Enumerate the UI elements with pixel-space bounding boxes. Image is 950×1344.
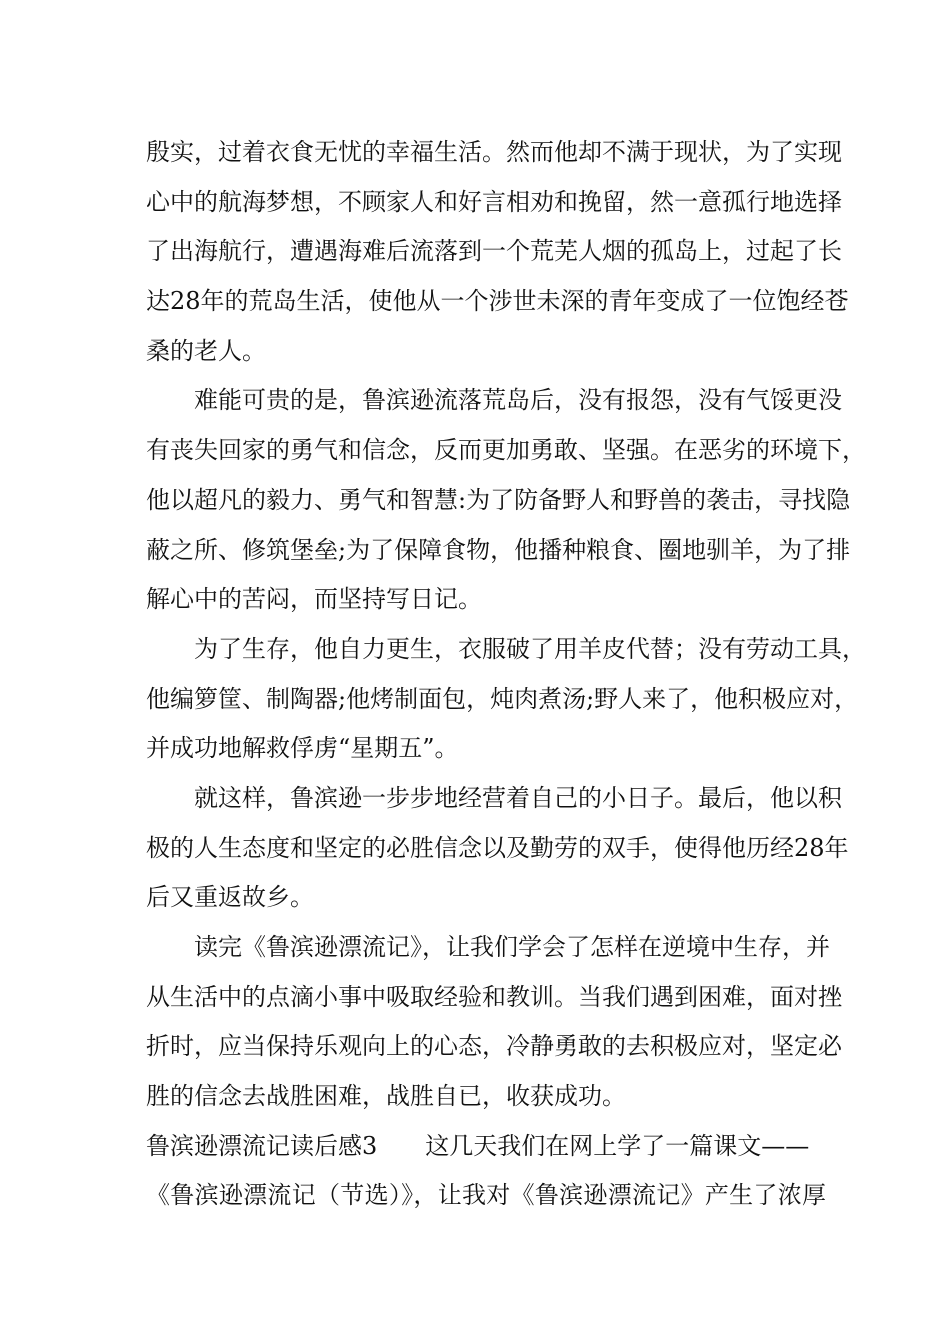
text-line: 他编箩筐、制陶器;他烤制面包，炖肉煮汤;野人来了，他积极应对， — [146, 684, 859, 713]
text-line: 折时，应当保持乐观向上的心态，冷静勇敢的去积极应对，坚定必 — [146, 1032, 842, 1061]
text-line: 《鲁滨逊漂流记（节选）》，让我对《鲁滨逊漂流记》产生了浓厚 — [146, 1181, 826, 1210]
section-intro: 这几天我们在网上学了一篇课文—— — [425, 1131, 810, 1160]
text-line: 桑的老人。 — [146, 336, 266, 365]
section-heading-line — [146, 1122, 826, 1172]
document-body — [146, 128, 866, 1221]
text-line: 蔽之所、修筑堡垒;为了保障食物，他播种粮食、圈地驯羊，为了排 — [146, 535, 851, 564]
text-line: 读完《鲁滨逊漂流记》，让我们学会了怎样在逆境中生存，并 — [194, 933, 830, 961]
text-line: 解心中的苦闷，而坚持写日记。 — [146, 585, 482, 614]
text-line: 难能可贵的是，鲁滨逊流落荒岛后，没有报怨，没有气馁更没 — [194, 386, 842, 415]
text-line: 为了生存，他自力更生，衣服破了用羊皮代替；没有劳动工具， — [194, 634, 866, 663]
text-line: 了出海航行，遭遇海难后流落到一个荒芜人烟的孤岛上，过起了长 — [146, 237, 842, 266]
text-line: 殷实，过着衣食无忧的幸福生活。然而他却不满于现状，为了实现 — [146, 138, 842, 166]
text-line: 后又重返故乡。 — [146, 883, 314, 912]
section-title: 鲁滨逊漂流记读后感3 — [146, 1131, 378, 1160]
text-line: 心中的航海梦想，不顾家人和好言相劝和挽留，然一意孤行地选择 — [146, 187, 842, 216]
text-line: 从生活中的点滴小事中吸取经验和教训。当我们遇到困难，面对挫 — [146, 982, 842, 1011]
text-line: 就这样，鲁滨逊一步步地经营着自己的小日子。最后，他以积 — [194, 783, 842, 812]
text-line: 有丧失回家的勇气和信念，反而更加勇敢、坚强。在恶劣的环境下， — [146, 436, 866, 465]
text-line: 达28年的荒岛生活，使他从一个涉世未深的青年变成了一位饱经苍 — [146, 287, 849, 316]
text-line: 并成功地解救俘虏“星期五”。 — [146, 734, 459, 763]
text-line: 极的人生态度和坚定的必胜信念以及勤劳的双手，使得他历经28年 — [146, 833, 849, 862]
text-line: 胜的信念去战胜困难，战胜自已，收获成功。 — [146, 1082, 626, 1111]
text-line: 他以超凡的毅力、勇气和智慧:为了防备野人和野兽的袭击，寻找隐 — [146, 485, 851, 514]
